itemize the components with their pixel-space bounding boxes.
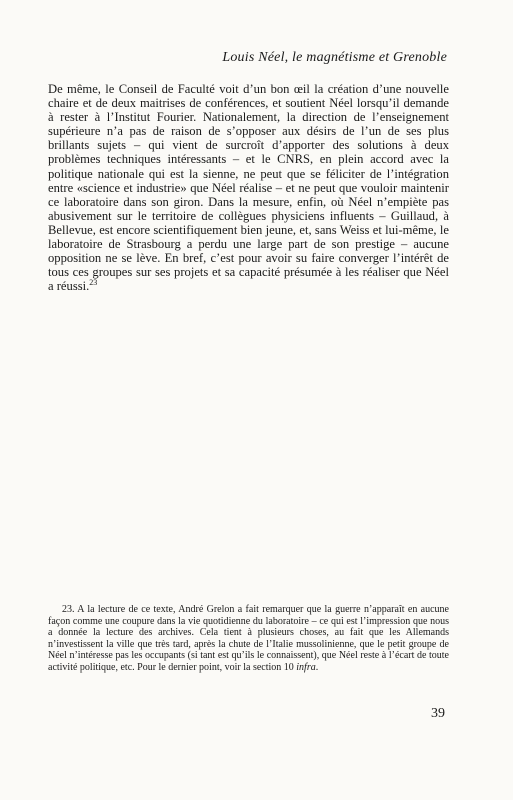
- running-header: Louis Néel, le magnétisme et Grenoble: [222, 50, 447, 65]
- page-number: 39: [431, 706, 445, 721]
- footnote-reference: 23: [89, 278, 98, 288]
- footnote-italic-infra: infra: [296, 661, 316, 673]
- footnote-23: [48, 604, 449, 674]
- footnote-text: 23. A la lecture de ce texte, André Grelon a fait remarquer que la guerre n’apparaît en aucune façon comme une coupure dans la vie quotidienne du laboratoire – ce qui est l’impression que nous a donnée la lecture des archives. Cela tient à plusieurs choses, au fait que les Allemands n’investissent la ville que très tard, après la chute de l’Italie mussolinienne, que le petit groupe de Néel n’intéresse pas les occupants (si tant est qu’ils le connaissent), que Néel reste à l’écart de toute activité politique, etc. Pour le dernier point, voir la section 10: [48, 604, 449, 673]
- body-paragraph-text: De même, le Conseil de Faculté voit d’un bon œil la création d’une nouvelle chaire et de deux maitrises de conférences, et soutient Néel lorsqu’il demande à rester à l’Institut Fourier. Nationalement, la direction de l’enseignement supérieure n’a pas de raison de s’opposer aux désirs de l’un de ses plus brillants sujets – qui vient de surcroît d’apporter des solutions à deux problèmes techniques intéressants – et le CNRS, en plein accord avec la politique nationale qui est la sienne, ne peut que se féliciter de l’intégration entre «science et industrie» que Néel réalise – et ne peut que vouloir maintenir ce laboratoire dans son giron. Dans la mesure, enfin, où Néel n’empiète pas abusivement sur le territoire de collègues physiciens influents – Guillaud, à Bellevue, est encore scientifiquement bien jeune, et, sans Weiss et lui-même, le laboratoire de Strasbourg a perdu une large part de son prestige – aucune opposition ne se lève. En bref, c’est pour avoir su faire converger l’intérêt de tous ces groupes sur ses projets et sa capacité présumée à les réaliser que Néel a réussi.: [48, 82, 449, 294]
- footnote-end: .: [315, 661, 319, 673]
- body-paragraph: [48, 82, 449, 293]
